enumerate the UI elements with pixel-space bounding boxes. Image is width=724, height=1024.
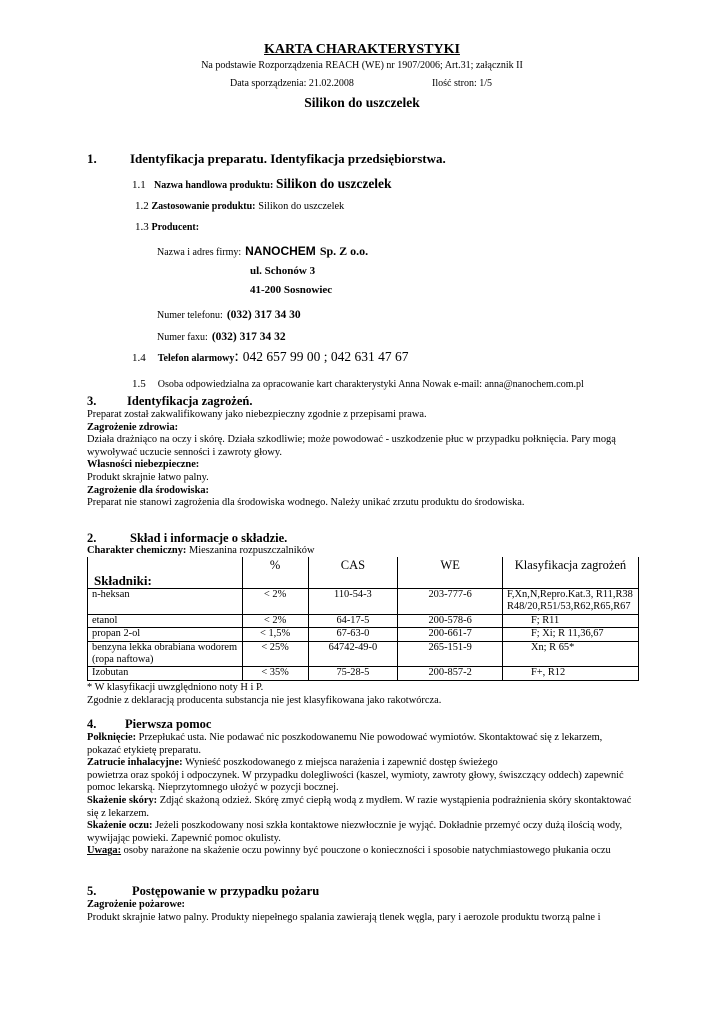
eye-paragraph <box>87 820 635 845</box>
cell-percent: < 2% <box>242 589 308 615</box>
cell-cas: 75-28-5 <box>308 667 398 680</box>
cell-classification: F+, R12 <box>502 667 638 680</box>
inhalation-text-1: Wynieść poszkodowanego z miejsca narażenia i zapewnić dostęp świeżego <box>184 757 498 769</box>
skin-text: Zdjąć skażoną odzież. Skórę zmyć ciepłą wodą z mydłem. W razie wystąpienia podrażnienia skóry skontaktować się z lekarzem. <box>87 794 632 819</box>
phone-value: (032) 317 34 30 <box>226 309 301 321</box>
section5-number: 5. <box>87 884 97 898</box>
item-1-1-number: 1.1 <box>132 179 146 191</box>
alarm-phone-value: 042 657 99 00 ; 042 631 47 67 <box>242 349 409 364</box>
col-components: Składniki: <box>88 557 243 589</box>
cell-we: 200-661-7 <box>398 628 503 641</box>
section1-number: 1. <box>87 151 97 166</box>
note-carcinogen: Zgodnie z deklaracją producenta substancja nie jest klasyfikowana jako rakotwórcza. <box>87 694 442 706</box>
regulation-basis: Na podstawie Rozporządzenia REACH (WE) nr 1907/2006; Art.31; załącznik II <box>201 60 523 71</box>
item-1-4-number: 1.4 <box>132 352 146 364</box>
col-percent: % <box>242 557 308 589</box>
phone-line <box>157 305 301 323</box>
usage-label: Zastosowanie produktu: <box>151 201 256 212</box>
cell-percent: < 1,5% <box>242 628 308 641</box>
cell-percent: < 25% <box>242 641 308 667</box>
cell-classification: Xn; R 65* <box>502 641 638 667</box>
cell-classification: F,Xn,N,Repro.Kat.3, R11,R38 R48/20,R51/53,R62,R65,R67 <box>502 589 638 615</box>
danger-label: Własności niebezpieczne: <box>87 459 200 471</box>
firm-city: 41-200 Sosnowiec <box>250 284 333 296</box>
trade-name-value: Silikon do uszczelek <box>276 176 392 191</box>
responsible-person: Osoba odpowiedzialna za opracowanie kart charakterystyki Anna Nowak e-mail: anna@nanochem.com.pl <box>157 379 584 390</box>
cell-cas: 64742-49-0 <box>308 641 398 667</box>
item-1-3-number: 1.3 <box>135 221 149 233</box>
item-1-5 <box>132 374 584 392</box>
fax-line <box>157 327 286 345</box>
table-header-row <box>88 557 639 589</box>
firm-line <box>157 242 368 260</box>
cell-cas: 110-54-3 <box>308 589 398 615</box>
cell-we: 200-857-2 <box>398 667 503 680</box>
eye-text: Jeżeli poszkodowany nosi szkła kontaktowe niezwłocznie je wyjąć. Dokładnie przemyć oczy dużą ilością wody, wywijając powieki. Zapewnić pomoc okulisty. <box>87 820 623 844</box>
warning-label: Uwaga: <box>87 845 122 857</box>
inhalation-label: Zatrucie inhalacyjne: <box>87 757 183 769</box>
cell-classification: F; R11 <box>502 614 638 627</box>
inhalation-paragraph <box>87 757 635 770</box>
firm-label: Nazwa i adres firmy: <box>157 247 242 258</box>
product-heading: Silikon do uszczelek <box>304 95 420 110</box>
section2-title: Skład i informacje o składzie. <box>130 531 288 545</box>
item-1-1 <box>132 176 392 192</box>
firm-name: NANOCHEM <box>245 244 316 258</box>
warning-paragraph <box>87 845 635 858</box>
inhalation-text-2: powietrza oraz spokój i odpoczynek. W przypadku dolegliwości (kaszel, wymioty, zawroty głowy, świszczący oddech) zapewnić pomoc lekarską. Nieprzytomnego ułożyć w pozycji bocznej. <box>87 769 624 794</box>
swallow-paragraph <box>87 732 635 757</box>
fire-label: Zagrożenie pożarowe: <box>87 899 186 910</box>
eye-label: Skażenie oczu: <box>87 820 153 832</box>
fire-text: Produkt skrajnie łatwo palny. Produkty niepełnego spalania zawierają tlenek węgla, pary i aerozole produktu tworzą palne i <box>87 911 601 923</box>
section3-intro: Preparat został zakwalifikowany jako niebezpieczny zgodnie z przepisami prawa. <box>87 409 427 420</box>
col-cas: CAS <box>308 557 398 589</box>
skin-paragraph <box>87 795 635 820</box>
env-label: Zagrożenie dla środowiska: <box>87 484 210 496</box>
table-row <box>88 641 639 667</box>
section5-title: Postępowanie w przypadku pożaru <box>132 884 320 898</box>
cell-cas: 64-17-5 <box>308 614 398 627</box>
health-text: Działa drażniąco na oczy i skórę. Działa szkodliwie; może powodować - uszkodzenie płuc w przypadku połknięcia. Pary mogą wywoływać uczucie senności i zawroty głowy. <box>87 434 616 458</box>
cell-percent: < 2% <box>242 614 308 627</box>
cell-name: benzyna lekka obrabiana wodorem (ropa naftowa) <box>88 641 243 667</box>
col-we: WE <box>398 557 503 589</box>
section4-body <box>87 732 635 858</box>
composition-notes <box>87 682 632 707</box>
fax-label: Numer faxu: <box>157 332 208 343</box>
cell-classification: F; Xi; R 11,36,67 <box>502 628 638 641</box>
chemical-character-value: Mieszanina rozpuszczalników <box>188 545 315 556</box>
producer-label: Producent: <box>151 222 200 233</box>
cell-we: 203-777-6 <box>398 589 503 615</box>
composition-table <box>87 557 639 681</box>
cell-we: 200-578-6 <box>398 614 503 627</box>
table-row <box>88 589 639 615</box>
firm-street: ul. Schonów 3 <box>250 265 316 277</box>
note-hp: * W klasyfikacji uwzględniono noty H i P. <box>87 682 264 693</box>
warning-text: osoby narażone na skażenie oczu powinny być pouczone o konieczności i sposobie natychmiastowego płukania oczu <box>123 845 611 857</box>
col-classification: Klasyfikacja zagrożeń <box>502 557 638 589</box>
table-row <box>88 667 639 680</box>
env-text: Preparat nie stanowi zagrożenia dla środowiska wodnego. Należy unikać zrzutu produktu do środowiska. <box>87 497 525 509</box>
danger-text: Produkt skrajnie łatwo palny. <box>87 471 209 483</box>
creation-date: Data sporządzenia: 21.02.2008 <box>230 78 354 89</box>
section3-body <box>87 409 632 510</box>
cell-name: etanol <box>88 614 243 627</box>
firm-suffix: Sp. Z o.o. <box>319 244 369 258</box>
trade-name-label: Nazwa handlowa produktu: <box>154 180 274 191</box>
table-row <box>88 614 639 627</box>
section4-title: Pierwsza pomoc <box>125 717 212 731</box>
cell-we: 265-151-9 <box>398 641 503 667</box>
cell-percent: < 35% <box>242 667 308 680</box>
cell-cas: 67-63-0 <box>308 628 398 641</box>
chemical-character-label: Charakter chemiczny: <box>87 545 187 556</box>
chemical-character <box>87 545 315 556</box>
item-1-5-number: 1.5 <box>132 378 146 390</box>
swallow-label: Połknięcie: <box>87 732 137 743</box>
table-row <box>88 628 639 641</box>
item-1-2-number: 1.2 <box>135 200 149 212</box>
fax-value: (032) 317 34 32 <box>211 331 286 343</box>
phone-label: Numer telefonu: <box>157 310 223 321</box>
section1-title: Identyfikacja preparatu. Identyfikacja przedsiębiorstwa. <box>130 151 446 166</box>
item-1-4: 1.4 Telefon alarmowy: 042 657 99 00 ; 042 631 47 67 <box>132 348 409 365</box>
health-label: Zagrożenie zdrowia: <box>87 421 179 433</box>
item-1-3 <box>135 221 199 233</box>
cell-name: propan 2-ol <box>88 628 243 641</box>
usage-value: Silikon do uszczelek <box>258 201 345 212</box>
section5-body <box>87 899 647 924</box>
section3-title: Identyfikacja zagrożeń. <box>127 394 253 408</box>
page-count: Ilość stron: 1/5 <box>432 78 492 89</box>
section4-number: 4. <box>87 717 97 731</box>
cell-name: n-heksan <box>88 589 243 615</box>
item-1-2 <box>135 200 344 212</box>
swallow-text: Przepłukać usta. Nie podawać nic poszkodowanemu Nie powodować wymiotów. Skontaktować się z lekarzem, pokazać etykietę preparatu. <box>87 732 603 756</box>
section2-number: 2. <box>87 531 97 545</box>
section3-number: 3. <box>87 394 97 408</box>
document-title: KARTA CHARAKTERYSTYKI <box>264 42 460 57</box>
cell-name: Izobutan <box>88 667 243 680</box>
skin-label: Skażenie skóry: <box>87 794 158 806</box>
alarm-phone-label: Telefon alarmowy <box>157 353 235 364</box>
